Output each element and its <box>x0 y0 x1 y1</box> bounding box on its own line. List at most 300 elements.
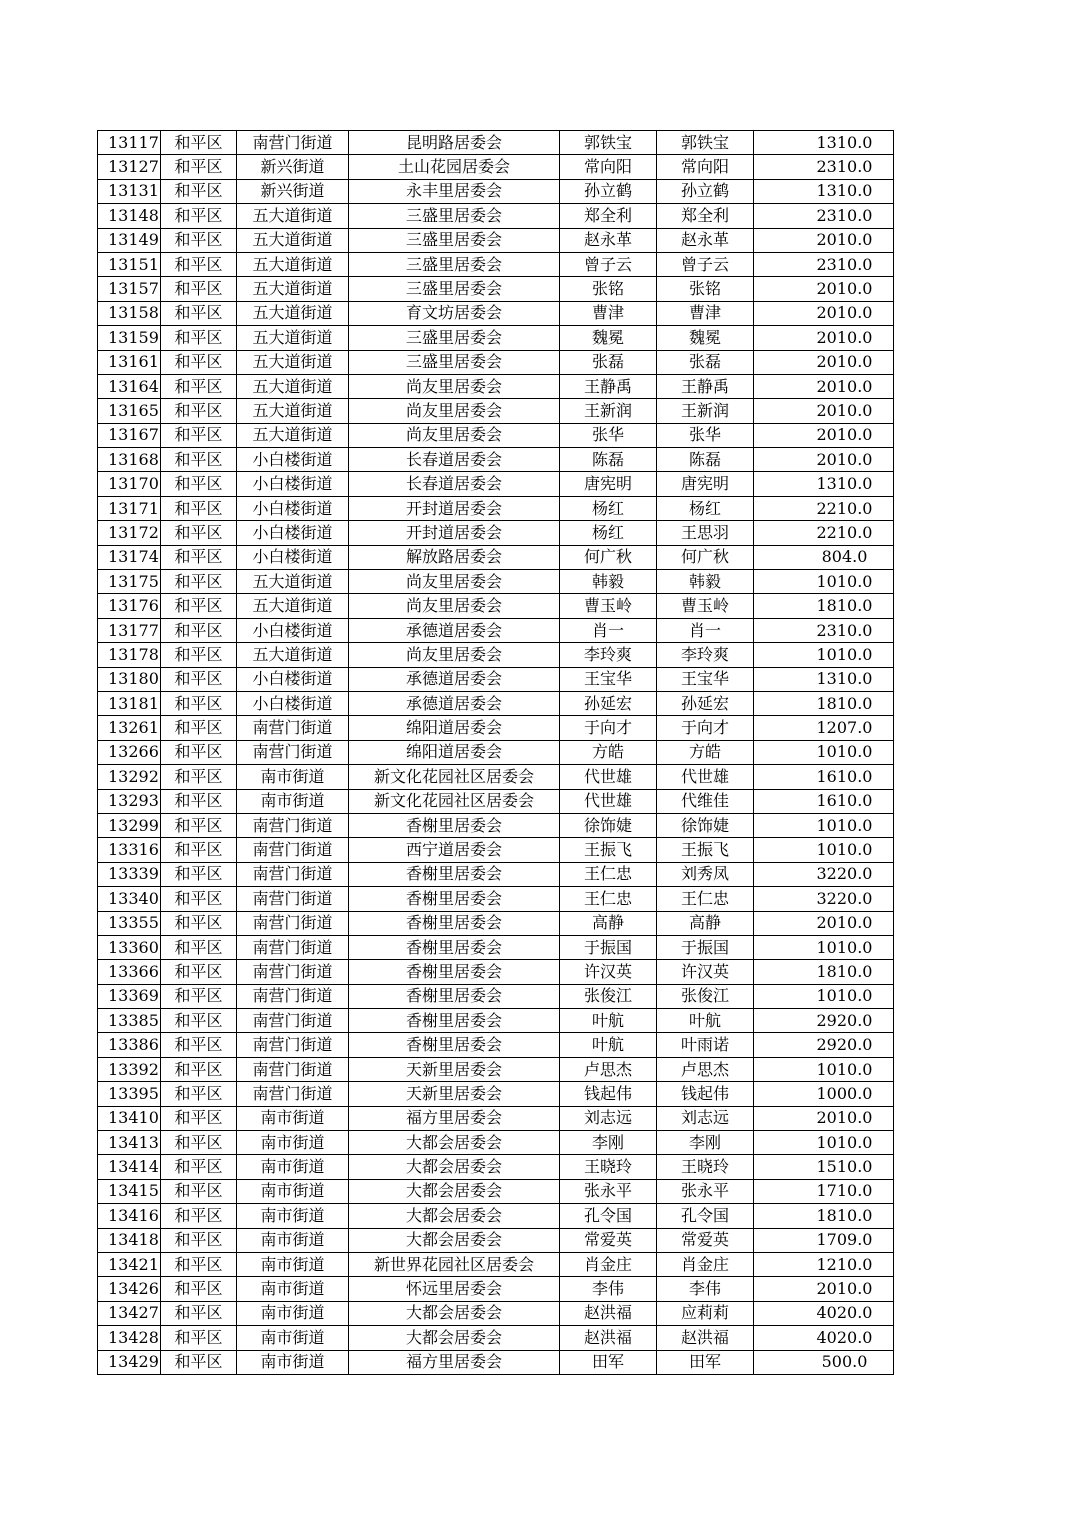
amount-cell: 1010.0 <box>754 813 894 837</box>
table-row <box>98 1228 894 1252</box>
table-row <box>98 423 894 447</box>
amount-cell: 4020.0 <box>754 1301 894 1325</box>
amount-cell: 1010.0 <box>754 984 894 1008</box>
record-id-cell: 13293 <box>98 789 161 813</box>
record-id-cell: 13395 <box>98 1082 161 1106</box>
applicant-cell: 许汉英 <box>560 960 657 984</box>
member-cell: 王思羽 <box>657 521 754 545</box>
record-id-cell: 13167 <box>98 423 161 447</box>
table-row <box>98 740 894 764</box>
record-id-cell: 13177 <box>98 618 161 642</box>
committee-cell: 承德道居委会 <box>349 691 560 715</box>
record-id-cell: 13415 <box>98 1179 161 1203</box>
table-row <box>98 521 894 545</box>
applicant-cell: 杨红 <box>560 521 657 545</box>
member-cell: 张铭 <box>657 277 754 301</box>
applicant-cell: 卢思杰 <box>560 1057 657 1081</box>
record-id-cell: 13165 <box>98 399 161 423</box>
subdistrict-cell: 南市街道 <box>237 1326 349 1350</box>
amount-cell: 1010.0 <box>754 643 894 667</box>
subdistrict-cell: 五大道街道 <box>237 374 349 398</box>
committee-cell: 香榭里居委会 <box>349 1009 560 1033</box>
amount-cell: 1810.0 <box>754 960 894 984</box>
applicant-cell: 李刚 <box>560 1131 657 1155</box>
subdistrict-cell: 小白楼街道 <box>237 667 349 691</box>
subdistrict-cell: 五大道街道 <box>237 423 349 447</box>
district-cell: 和平区 <box>161 472 237 496</box>
table-row <box>98 594 894 618</box>
district-cell: 和平区 <box>161 1106 237 1130</box>
subdistrict-cell: 南营门街道 <box>237 960 349 984</box>
district-cell: 和平区 <box>161 277 237 301</box>
subdistrict-cell: 五大道街道 <box>237 277 349 301</box>
table-row <box>98 252 894 276</box>
amount-cell: 1310.0 <box>754 131 894 155</box>
member-cell: 曾子云 <box>657 252 754 276</box>
amount-cell: 2310.0 <box>754 204 894 228</box>
amount-cell: 1210.0 <box>754 1252 894 1276</box>
member-cell: 张华 <box>657 423 754 447</box>
subdistrict-cell: 五大道街道 <box>237 301 349 325</box>
member-cell: 孙立鹤 <box>657 179 754 203</box>
table-row <box>98 1350 894 1374</box>
committee-cell: 昆明路居委会 <box>349 131 560 155</box>
applicant-cell: 肖金庄 <box>560 1252 657 1276</box>
amount-cell: 2010.0 <box>754 228 894 252</box>
member-cell: 刘志远 <box>657 1106 754 1130</box>
district-cell: 和平区 <box>161 1009 237 1033</box>
member-cell: 刘秀凤 <box>657 862 754 886</box>
subdistrict-cell: 南营门街道 <box>237 838 349 862</box>
committee-cell: 尚友里居委会 <box>349 570 560 594</box>
district-cell: 和平区 <box>161 960 237 984</box>
committee-cell: 长春道居委会 <box>349 472 560 496</box>
subdistrict-cell: 南营门街道 <box>237 1082 349 1106</box>
district-cell: 和平区 <box>161 838 237 862</box>
committee-cell: 三盛里居委会 <box>349 350 560 374</box>
applicant-cell: 赵洪福 <box>560 1301 657 1325</box>
table-row <box>98 813 894 837</box>
subdistrict-cell: 南营门街道 <box>237 911 349 935</box>
applicant-cell: 王仁忠 <box>560 887 657 911</box>
applicant-cell: 孙立鹤 <box>560 179 657 203</box>
applicant-cell: 王静禹 <box>560 374 657 398</box>
amount-cell: 1010.0 <box>754 838 894 862</box>
applicant-cell: 郭铁宝 <box>560 131 657 155</box>
amount-cell: 2010.0 <box>754 374 894 398</box>
district-cell: 和平区 <box>161 813 237 837</box>
member-cell: 许汉英 <box>657 960 754 984</box>
amount-cell: 2010.0 <box>754 277 894 301</box>
table-row <box>98 326 894 350</box>
district-cell: 和平区 <box>161 1277 237 1301</box>
table-row <box>98 887 894 911</box>
amount-cell: 2010.0 <box>754 1106 894 1130</box>
committee-cell: 香榭里居委会 <box>349 984 560 1008</box>
subdistrict-cell: 南市街道 <box>237 1179 349 1203</box>
applicant-cell: 张俊江 <box>560 984 657 1008</box>
committee-cell: 大都会居委会 <box>349 1326 560 1350</box>
subdistrict-cell: 小白楼街道 <box>237 496 349 520</box>
member-cell: 李伟 <box>657 1277 754 1301</box>
applicant-cell: 代世雄 <box>560 789 657 813</box>
amount-cell: 2010.0 <box>754 1277 894 1301</box>
committee-cell: 三盛里居委会 <box>349 228 560 252</box>
subdistrict-cell: 南营门街道 <box>237 1057 349 1081</box>
applicant-cell: 曹玉岭 <box>560 594 657 618</box>
record-id-cell: 13175 <box>98 570 161 594</box>
amount-cell: 1010.0 <box>754 740 894 764</box>
member-cell: 方皓 <box>657 740 754 764</box>
committee-cell: 育文坊居委会 <box>349 301 560 325</box>
district-cell: 和平区 <box>161 594 237 618</box>
subdistrict-cell: 小白楼街道 <box>237 448 349 472</box>
committee-cell: 香榭里居委会 <box>349 887 560 911</box>
committee-cell: 新世界花园社区居委会 <box>349 1252 560 1276</box>
committee-cell: 永丰里居委会 <box>349 179 560 203</box>
table-row <box>98 1009 894 1033</box>
member-cell: 王宝华 <box>657 667 754 691</box>
subdistrict-cell: 南市街道 <box>237 1155 349 1179</box>
applicant-cell: 代世雄 <box>560 765 657 789</box>
committee-cell: 福方里居委会 <box>349 1106 560 1130</box>
table-row <box>98 1277 894 1301</box>
committee-cell: 尚友里居委会 <box>349 374 560 398</box>
amount-cell: 1709.0 <box>754 1228 894 1252</box>
amount-cell: 2210.0 <box>754 496 894 520</box>
applicant-cell: 王新润 <box>560 399 657 423</box>
member-cell: 张俊江 <box>657 984 754 1008</box>
amount-cell: 1000.0 <box>754 1082 894 1106</box>
district-cell: 和平区 <box>161 1131 237 1155</box>
subdistrict-cell: 南营门街道 <box>237 813 349 837</box>
district-cell: 和平区 <box>161 1301 237 1325</box>
district-cell: 和平区 <box>161 1082 237 1106</box>
record-id-cell: 13180 <box>98 667 161 691</box>
applicant-cell: 张华 <box>560 423 657 447</box>
amount-cell: 1010.0 <box>754 570 894 594</box>
subdistrict-cell: 南市街道 <box>237 1204 349 1228</box>
subdistrict-cell: 南营门街道 <box>237 1033 349 1057</box>
record-id-cell: 13360 <box>98 935 161 959</box>
district-cell: 和平区 <box>161 301 237 325</box>
subdistrict-cell: 小白楼街道 <box>237 472 349 496</box>
subdistrict-cell: 南营门街道 <box>237 887 349 911</box>
table-row <box>98 472 894 496</box>
district-cell: 和平区 <box>161 1033 237 1057</box>
member-cell: 何广秋 <box>657 545 754 569</box>
subdistrict-cell: 南市街道 <box>237 1228 349 1252</box>
committee-cell: 大都会居委会 <box>349 1155 560 1179</box>
amount-cell: 4020.0 <box>754 1326 894 1350</box>
record-id-cell: 13176 <box>98 594 161 618</box>
member-cell: 赵洪福 <box>657 1326 754 1350</box>
table-row <box>98 716 894 740</box>
subdistrict-cell: 五大道街道 <box>237 228 349 252</box>
subdistrict-cell: 南市街道 <box>237 1301 349 1325</box>
table-row <box>98 1033 894 1057</box>
record-id-cell: 13158 <box>98 301 161 325</box>
record-id-cell: 13316 <box>98 838 161 862</box>
committee-cell: 香榭里居委会 <box>349 911 560 935</box>
applicant-cell: 张永平 <box>560 1179 657 1203</box>
table-row <box>98 1301 894 1325</box>
applicant-cell: 王仁忠 <box>560 862 657 886</box>
committee-cell: 长春道居委会 <box>349 448 560 472</box>
committee-cell: 开封道居委会 <box>349 521 560 545</box>
committee-cell: 新文化花园社区居委会 <box>349 789 560 813</box>
applicant-cell: 韩毅 <box>560 570 657 594</box>
member-cell: 郭铁宝 <box>657 131 754 155</box>
table-row <box>98 1179 894 1203</box>
committee-cell: 大都会居委会 <box>349 1131 560 1155</box>
district-cell: 和平区 <box>161 740 237 764</box>
record-id-cell: 13410 <box>98 1106 161 1130</box>
table-row <box>98 545 894 569</box>
district-cell: 和平区 <box>161 691 237 715</box>
subdistrict-cell: 小白楼街道 <box>237 691 349 715</box>
applicant-cell: 曾子云 <box>560 252 657 276</box>
amount-cell: 1810.0 <box>754 594 894 618</box>
applicant-cell: 叶航 <box>560 1009 657 1033</box>
district-cell: 和平区 <box>161 935 237 959</box>
applicant-cell: 常向阳 <box>560 155 657 179</box>
table-row <box>98 179 894 203</box>
applicant-cell: 李玲爽 <box>560 643 657 667</box>
amount-cell: 2010.0 <box>754 301 894 325</box>
member-cell: 高静 <box>657 911 754 935</box>
member-cell: 常爱英 <box>657 1228 754 1252</box>
applicant-cell: 赵洪福 <box>560 1326 657 1350</box>
district-cell: 和平区 <box>161 204 237 228</box>
table-row <box>98 570 894 594</box>
member-cell: 赵永革 <box>657 228 754 252</box>
member-cell: 代世雄 <box>657 765 754 789</box>
table-row <box>98 911 894 935</box>
record-id-cell: 13413 <box>98 1131 161 1155</box>
member-cell: 杨红 <box>657 496 754 520</box>
record-id-cell: 13178 <box>98 643 161 667</box>
district-cell: 和平区 <box>161 887 237 911</box>
district-cell: 和平区 <box>161 350 237 374</box>
member-cell: 孔令国 <box>657 1204 754 1228</box>
committee-cell: 怀远里居委会 <box>349 1277 560 1301</box>
amount-cell: 1710.0 <box>754 1179 894 1203</box>
district-cell: 和平区 <box>161 1155 237 1179</box>
member-cell: 徐饰婕 <box>657 813 754 837</box>
table-row <box>98 960 894 984</box>
amount-cell: 2920.0 <box>754 1033 894 1057</box>
member-cell: 叶航 <box>657 1009 754 1033</box>
amount-cell: 2010.0 <box>754 911 894 935</box>
amount-cell: 2010.0 <box>754 326 894 350</box>
record-id-cell: 13168 <box>98 448 161 472</box>
committee-cell: 承德道居委会 <box>349 667 560 691</box>
table-row <box>98 204 894 228</box>
district-cell: 和平区 <box>161 1252 237 1276</box>
applicant-cell: 曹津 <box>560 301 657 325</box>
record-id-cell: 13421 <box>98 1252 161 1276</box>
applicant-cell: 陈磊 <box>560 448 657 472</box>
member-cell: 王新润 <box>657 399 754 423</box>
district-cell: 和平区 <box>161 1057 237 1081</box>
district-cell: 和平区 <box>161 374 237 398</box>
subdistrict-cell: 五大道街道 <box>237 350 349 374</box>
amount-cell: 3220.0 <box>754 862 894 886</box>
applicant-cell: 方皓 <box>560 740 657 764</box>
record-id-cell: 13366 <box>98 960 161 984</box>
subdistrict-cell: 南营门街道 <box>237 984 349 1008</box>
member-cell: 常向阳 <box>657 155 754 179</box>
record-id-cell: 13174 <box>98 545 161 569</box>
table-row <box>98 277 894 301</box>
committee-cell: 新文化花园社区居委会 <box>349 765 560 789</box>
applicant-cell: 肖一 <box>560 618 657 642</box>
subdistrict-cell: 南营门街道 <box>237 740 349 764</box>
member-cell: 李刚 <box>657 1131 754 1155</box>
applicant-cell: 郑全利 <box>560 204 657 228</box>
committee-cell: 承德道居委会 <box>349 618 560 642</box>
district-cell: 和平区 <box>161 131 237 155</box>
committee-cell: 大都会居委会 <box>349 1228 560 1252</box>
table-row <box>98 618 894 642</box>
subdistrict-cell: 南市街道 <box>237 1252 349 1276</box>
committee-cell: 香榭里居委会 <box>349 813 560 837</box>
district-cell: 和平区 <box>161 326 237 350</box>
district-cell: 和平区 <box>161 423 237 447</box>
table-row <box>98 667 894 691</box>
district-cell: 和平区 <box>161 643 237 667</box>
amount-cell: 500.0 <box>754 1350 894 1374</box>
record-id-cell: 13181 <box>98 691 161 715</box>
member-cell: 王仁忠 <box>657 887 754 911</box>
subdistrict-cell: 五大道街道 <box>237 399 349 423</box>
district-cell: 和平区 <box>161 252 237 276</box>
applicant-cell: 孔令国 <box>560 1204 657 1228</box>
applicant-cell: 于振国 <box>560 935 657 959</box>
table-row <box>98 1082 894 1106</box>
amount-cell: 2010.0 <box>754 448 894 472</box>
applicant-cell: 常爱英 <box>560 1228 657 1252</box>
record-id-cell: 13414 <box>98 1155 161 1179</box>
district-cell: 和平区 <box>161 496 237 520</box>
member-cell: 代维佳 <box>657 789 754 813</box>
district-cell: 和平区 <box>161 984 237 1008</box>
district-cell: 和平区 <box>161 155 237 179</box>
committee-cell: 绵阳道居委会 <box>349 716 560 740</box>
amount-cell: 1810.0 <box>754 691 894 715</box>
amount-cell: 2010.0 <box>754 423 894 447</box>
record-id-cell: 13292 <box>98 765 161 789</box>
member-cell: 于振国 <box>657 935 754 959</box>
member-cell: 肖金庄 <box>657 1252 754 1276</box>
amount-cell: 1010.0 <box>754 1057 894 1081</box>
district-cell: 和平区 <box>161 1228 237 1252</box>
committee-cell: 香榭里居委会 <box>349 960 560 984</box>
district-cell: 和平区 <box>161 399 237 423</box>
record-id-cell: 13426 <box>98 1277 161 1301</box>
amount-cell: 2310.0 <box>754 618 894 642</box>
district-cell: 和平区 <box>161 448 237 472</box>
record-id-cell: 13416 <box>98 1204 161 1228</box>
member-cell: 韩毅 <box>657 570 754 594</box>
committee-cell: 开封道居委会 <box>349 496 560 520</box>
subdistrict-cell: 五大道街道 <box>237 252 349 276</box>
subdistrict-cell: 五大道街道 <box>237 570 349 594</box>
district-cell: 和平区 <box>161 570 237 594</box>
member-cell: 曹玉岭 <box>657 594 754 618</box>
record-id-cell: 13339 <box>98 862 161 886</box>
table-row <box>98 1155 894 1179</box>
subdistrict-cell: 新兴街道 <box>237 155 349 179</box>
subdistrict-cell: 五大道街道 <box>237 643 349 667</box>
district-cell: 和平区 <box>161 765 237 789</box>
record-id-cell: 13171 <box>98 496 161 520</box>
record-id-cell: 13159 <box>98 326 161 350</box>
applicant-cell: 杨红 <box>560 496 657 520</box>
committee-cell: 土山花园居委会 <box>349 155 560 179</box>
record-id-cell: 13355 <box>98 911 161 935</box>
committee-cell: 三盛里居委会 <box>349 252 560 276</box>
subdistrict-cell: 南营门街道 <box>237 716 349 740</box>
record-id-cell: 13151 <box>98 252 161 276</box>
district-cell: 和平区 <box>161 911 237 935</box>
district-cell: 和平区 <box>161 521 237 545</box>
applicant-cell: 张铭 <box>560 277 657 301</box>
district-cell: 和平区 <box>161 716 237 740</box>
applicant-cell: 王晓玲 <box>560 1155 657 1179</box>
record-id-cell: 13261 <box>98 716 161 740</box>
record-id-cell: 13172 <box>98 521 161 545</box>
subdistrict-cell: 南营门街道 <box>237 131 349 155</box>
committee-cell: 大都会居委会 <box>349 1204 560 1228</box>
member-cell: 王晓玲 <box>657 1155 754 1179</box>
district-cell: 和平区 <box>161 618 237 642</box>
amount-cell: 2310.0 <box>754 155 894 179</box>
committee-cell: 天新里居委会 <box>349 1057 560 1081</box>
member-cell: 叶雨诺 <box>657 1033 754 1057</box>
table-row <box>98 131 894 155</box>
record-id-cell: 13299 <box>98 813 161 837</box>
table-row <box>98 1252 894 1276</box>
applicant-cell: 徐饰婕 <box>560 813 657 837</box>
member-cell: 郑全利 <box>657 204 754 228</box>
subdistrict-cell: 南市街道 <box>237 1350 349 1374</box>
amount-cell: 3220.0 <box>754 887 894 911</box>
table-row <box>98 691 894 715</box>
table-row <box>98 448 894 472</box>
district-cell: 和平区 <box>161 789 237 813</box>
amount-cell: 1610.0 <box>754 765 894 789</box>
committee-cell: 尚友里居委会 <box>349 594 560 618</box>
member-cell: 曹津 <box>657 301 754 325</box>
member-cell: 唐宪明 <box>657 472 754 496</box>
amount-cell: 1207.0 <box>754 716 894 740</box>
member-cell: 卢思杰 <box>657 1057 754 1081</box>
table-row <box>98 838 894 862</box>
amount-cell: 1010.0 <box>754 1131 894 1155</box>
committee-cell: 香榭里居委会 <box>349 935 560 959</box>
table-row <box>98 301 894 325</box>
amount-cell: 1310.0 <box>754 179 894 203</box>
records-table-body <box>98 131 894 1375</box>
applicant-cell: 高静 <box>560 911 657 935</box>
amount-cell: 1010.0 <box>754 935 894 959</box>
subdistrict-cell: 南市街道 <box>237 1277 349 1301</box>
table-row <box>98 228 894 252</box>
record-id-cell: 13170 <box>98 472 161 496</box>
applicant-cell: 赵永革 <box>560 228 657 252</box>
